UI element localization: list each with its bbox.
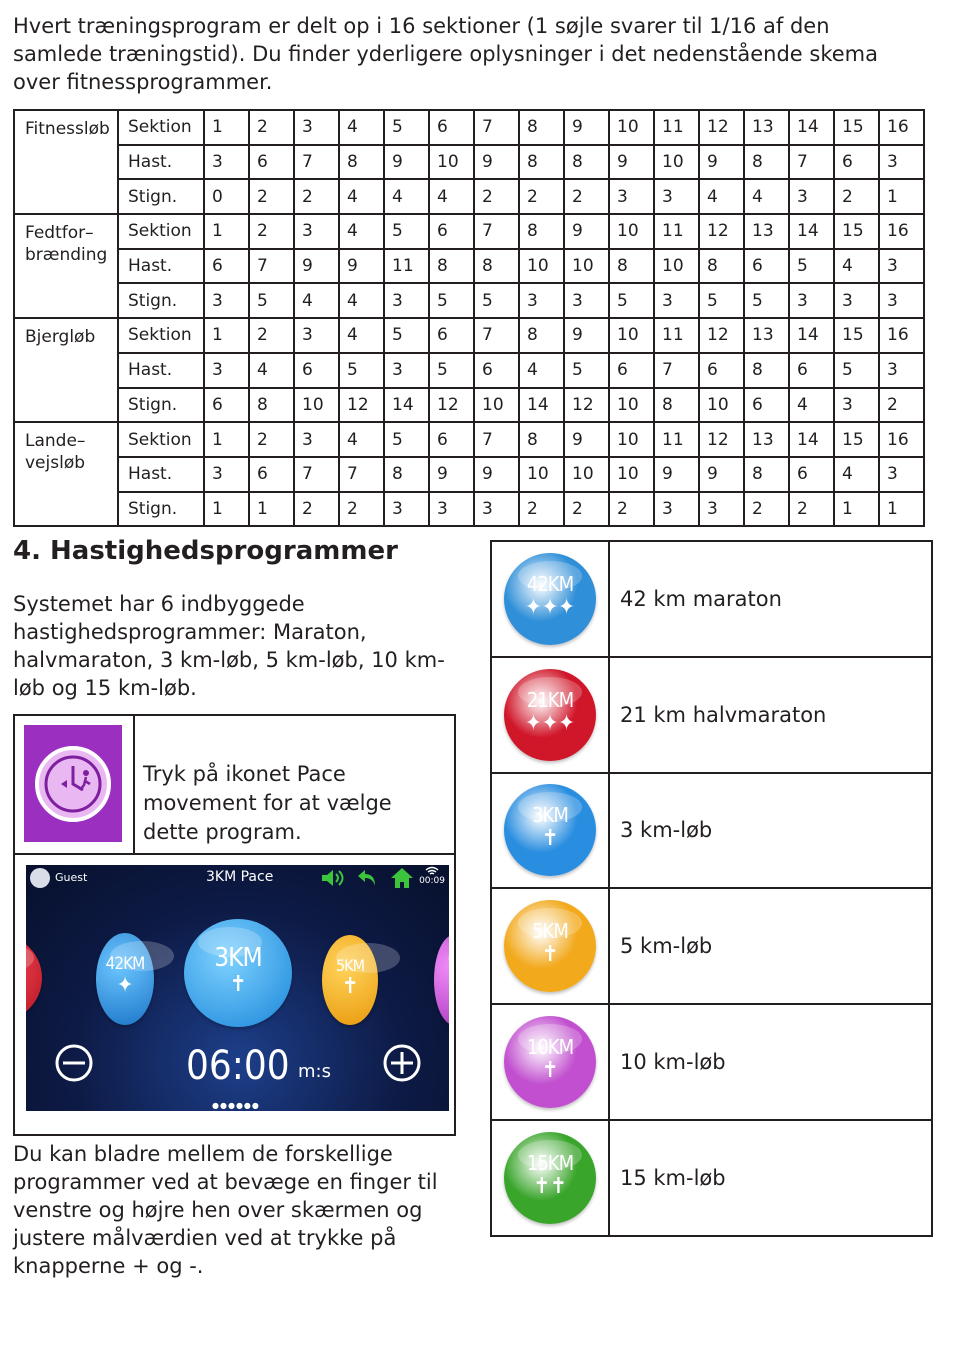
table-cell: 4: [339, 179, 384, 214]
table-cell: 12: [564, 388, 609, 423]
table-cell: 11: [654, 214, 699, 249]
table-cell: 7: [294, 145, 339, 180]
table-cell: 13: [744, 422, 789, 457]
program-label: 42 km maraton: [609, 541, 932, 657]
table-cell: 5: [834, 353, 879, 388]
program-name: Fedtfor– brænding: [14, 214, 118, 318]
table-cell: 8: [519, 318, 564, 353]
table-cell: 3: [879, 249, 924, 284]
runners-group-icon: ✦✦✦: [525, 710, 575, 736]
program-label: 21 km halvmaraton: [609, 657, 932, 773]
table-row: [14, 283, 924, 318]
table-cell: 3: [384, 353, 429, 388]
row-label: Hast.: [118, 457, 204, 492]
table-cell: 4: [249, 353, 294, 388]
table-cell: 12: [339, 388, 384, 423]
program-ball-42km[interactable]: 42KM ✦: [96, 933, 154, 1025]
target-time: 06:00: [186, 1043, 290, 1089]
table-cell: 6: [609, 353, 654, 388]
program-badge[interactable]: [504, 784, 596, 876]
intro-paragraph: Hvert træningsprogram er delt op i 16 sektioner (1 søjle svarer til 1/16 af den samlede træningstid). Du finder yderligere oplysninger i det nedenstående skema over fitnessprogrammer.: [13, 14, 878, 94]
table-cell: 4: [339, 214, 384, 249]
table-cell: 6: [429, 110, 474, 145]
table-cell: 5: [609, 283, 654, 318]
table-cell: 12: [699, 422, 744, 457]
table-cell: 3: [789, 283, 834, 318]
row-label: Stign.: [118, 179, 204, 214]
table-cell: 6: [204, 388, 249, 423]
runner-icon: ✝: [229, 972, 247, 997]
table-cell: 10: [609, 457, 654, 492]
table-cell: 2: [519, 492, 564, 527]
table-cell: 10: [564, 249, 609, 284]
table-cell: 2: [834, 179, 879, 214]
table-cell: 14: [789, 422, 834, 457]
speed-programs-intro: Systemet har 6 indbyggede hastighedsprogrammer: Maraton, halvmaraton, 3 km-løb, 5 km-løb, 10 km-løb og 15 km-løb.: [13, 592, 445, 700]
runner-icon: ✝: [341, 973, 359, 999]
table-cell: 10: [474, 388, 519, 423]
program-name: Bjergløb: [14, 318, 118, 422]
table-cell: 10: [654, 145, 699, 180]
table-row: [14, 179, 924, 214]
program-badge[interactable]: [504, 1016, 596, 1108]
badge-text: 21KM: [526, 687, 574, 712]
program-label: 5 km-løb: [609, 888, 932, 1004]
table-cell: 1: [879, 492, 924, 527]
pace-movement-icon[interactable]: [24, 725, 122, 842]
table-cell: 10: [609, 318, 654, 353]
table-cell: 8: [609, 249, 654, 284]
table-cell: 4: [384, 179, 429, 214]
table-cell: 9: [654, 457, 699, 492]
table-row: [14, 353, 924, 388]
table-cell: 9: [609, 145, 654, 180]
table-cell: 2: [294, 179, 339, 214]
pace-instruction: Tryk på ikonet Pace movement for at vælge dette program.: [143, 762, 392, 844]
table-cell: 13: [744, 110, 789, 145]
plus-button[interactable]: [382, 1043, 422, 1083]
table-cell: 1: [204, 110, 249, 145]
table-cell: 7: [474, 318, 519, 353]
table-cell: 10: [609, 422, 654, 457]
table-cell: 14: [789, 214, 834, 249]
table-cell: 3: [654, 179, 699, 214]
table-cell: 5: [249, 283, 294, 318]
table-cell: 4: [519, 353, 564, 388]
table-cell: 4: [744, 179, 789, 214]
table-cell: 8: [654, 388, 699, 423]
table-cell: 3: [474, 492, 519, 527]
table-cell: 8: [339, 145, 384, 180]
table-cell: 16: [879, 318, 924, 353]
program-ball-21km[interactable]: [26, 935, 42, 1021]
table-cell: 4: [429, 179, 474, 214]
table-cell: 9: [474, 457, 519, 492]
row-label: Hast.: [118, 353, 204, 388]
table-cell: 5: [429, 283, 474, 318]
table-cell: 14: [384, 388, 429, 423]
row-label: Stign.: [118, 283, 204, 318]
table-cell: 2: [609, 492, 654, 527]
table-cell: 7: [474, 214, 519, 249]
table-cell: 4: [789, 388, 834, 423]
program-icon-cell: [491, 1120, 609, 1236]
table-cell: 3: [429, 492, 474, 527]
table-row: [491, 657, 932, 773]
program-badge[interactable]: [504, 1132, 596, 1224]
table-cell: 6: [474, 353, 519, 388]
table-cell: 10: [654, 249, 699, 284]
table-cell: 6: [744, 249, 789, 284]
table-cell: 2: [249, 214, 294, 249]
table-cell: 6: [429, 214, 474, 249]
table-cell: 4: [699, 179, 744, 214]
program-icon-cell: [491, 657, 609, 773]
table-cell: 3: [609, 179, 654, 214]
table-cell: 6: [699, 353, 744, 388]
table-cell: 3: [204, 283, 249, 318]
table-row: [14, 214, 924, 249]
table-cell: 13: [744, 214, 789, 249]
table-cell: 6: [429, 318, 474, 353]
table-cell: 7: [474, 422, 519, 457]
program-icon-cell: [491, 541, 609, 657]
table-cell: 7: [249, 249, 294, 284]
table-row: [14, 422, 924, 457]
table-cell: 9: [699, 145, 744, 180]
table-cell: 7: [474, 110, 519, 145]
table-cell: 15: [834, 214, 879, 249]
table-cell: 3: [699, 492, 744, 527]
status-bar: [26, 865, 449, 891]
speed-programs-table: [490, 540, 933, 1237]
runner-icon: ✝: [541, 942, 559, 968]
table-cell: 3: [879, 283, 924, 318]
pace-movement-box: [13, 714, 456, 1136]
table-cell: 2: [879, 388, 924, 423]
row-label: Sektion: [118, 110, 204, 145]
program-name: Fitnessløb: [14, 110, 118, 214]
table-cell: 3: [654, 492, 699, 527]
runners-group-icon: ✦✦✦: [525, 594, 575, 620]
table-cell: 9: [294, 249, 339, 284]
table-row: [491, 773, 932, 889]
table-row: [491, 1004, 932, 1120]
time-unit: m:s: [298, 1061, 331, 1082]
table-cell: 4: [339, 318, 384, 353]
back-icon[interactable]: [356, 868, 378, 888]
row-label: Stign.: [118, 388, 204, 423]
table-cell: 15: [834, 422, 879, 457]
table-cell: 1: [834, 492, 879, 527]
minus-button[interactable]: [54, 1043, 94, 1083]
table-cell: 3: [879, 353, 924, 388]
table-cell: 8: [744, 353, 789, 388]
table-cell: 5: [429, 353, 474, 388]
table-cell: 4: [339, 422, 384, 457]
program-name: Lande– vejsløb: [14, 422, 118, 526]
table-cell: 3: [294, 422, 339, 457]
table-cell: 4: [339, 283, 384, 318]
table-cell: 5: [789, 249, 834, 284]
table-cell: 3: [519, 283, 564, 318]
table-cell: 10: [519, 457, 564, 492]
table-cell: 10: [699, 388, 744, 423]
program-ball-10km[interactable]: [434, 935, 449, 1025]
table-row: [14, 110, 924, 145]
table-cell: 12: [429, 388, 474, 423]
table-cell: 7: [789, 145, 834, 180]
table-cell: 14: [519, 388, 564, 423]
table-cell: 4: [834, 249, 879, 284]
table-cell: 3: [654, 283, 699, 318]
runner-icon: ✝: [541, 1058, 559, 1084]
table-cell: 8: [519, 110, 564, 145]
table-cell: 1: [249, 492, 294, 527]
table-cell: 9: [564, 214, 609, 249]
table-cell: 5: [384, 214, 429, 249]
program-badge[interactable]: [504, 669, 596, 761]
table-cell: 10: [609, 110, 654, 145]
table-cell: 12: [699, 214, 744, 249]
table-cell: 9: [564, 318, 609, 353]
table-cell: 6: [249, 145, 294, 180]
table-cell: 8: [429, 249, 474, 284]
table-cell: 5: [384, 318, 429, 353]
table-cell: 2: [519, 179, 564, 214]
table-cell: 1: [204, 214, 249, 249]
table-cell: 7: [294, 457, 339, 492]
program-ball-3km[interactable]: 3KM ✝: [184, 919, 292, 1027]
table-cell: 7: [654, 353, 699, 388]
table-cell: 1: [204, 492, 249, 527]
table-cell: 5: [744, 283, 789, 318]
table-cell: 8: [384, 457, 429, 492]
home-icon[interactable]: [390, 867, 414, 889]
swipe-instruction: Du kan bladre mellem de forskellige programmer ved at bevæge en finger til venstre og højre hen over skærmen og justere målværdien ved at trykke på knapperne + og -.: [13, 1142, 438, 1278]
program-label: 15 km-løb: [609, 1120, 932, 1236]
table-cell: 4: [339, 110, 384, 145]
badge-text: 15KM: [526, 1150, 574, 1175]
table-cell: 8: [564, 145, 609, 180]
table-cell: 3: [204, 353, 249, 388]
table-cell: 6: [789, 457, 834, 492]
badge-text: 10KM: [526, 1035, 574, 1060]
table-cell: 14: [789, 318, 834, 353]
program-ball-5km[interactable]: 5KM ✝: [322, 935, 378, 1025]
table-row: [14, 249, 924, 284]
table-cell: 12: [699, 110, 744, 145]
runners-group-icon: ✦: [116, 973, 134, 998]
clock: 00:09: [419, 876, 445, 886]
program-badge[interactable]: [504, 900, 596, 992]
table-cell: 3: [789, 179, 834, 214]
table-cell: 2: [294, 492, 339, 527]
table-row: [14, 145, 924, 180]
table-row: [491, 541, 932, 657]
badge-text: 3KM: [532, 803, 568, 828]
table-cell: 4: [834, 457, 879, 492]
table-cell: 14: [789, 110, 834, 145]
table-cell: 3: [204, 145, 249, 180]
badge-text: 5KM: [532, 919, 568, 944]
table-cell: 5: [339, 353, 384, 388]
avatar[interactable]: [30, 868, 50, 888]
table-cell: 13: [744, 318, 789, 353]
table-row: [14, 457, 924, 492]
table-cell: 4: [294, 283, 339, 318]
table-cell: 12: [699, 318, 744, 353]
table-cell: 5: [564, 353, 609, 388]
table-cell: 3: [294, 318, 339, 353]
user-name: Guest: [55, 871, 88, 884]
table-row: [491, 1120, 932, 1236]
table-cell: 10: [564, 457, 609, 492]
table-cell: 10: [609, 214, 654, 249]
table-cell: 6: [249, 457, 294, 492]
program-label: 3 km-løb: [609, 773, 932, 889]
table-cell: 3: [564, 283, 609, 318]
divider: [15, 853, 454, 855]
table-cell: 2: [339, 492, 384, 527]
table-cell: 11: [654, 422, 699, 457]
table-cell: 15: [834, 110, 879, 145]
table-cell: 3: [384, 283, 429, 318]
table-cell: 1: [204, 422, 249, 457]
table-cell: 8: [519, 422, 564, 457]
table-cell: 3: [294, 110, 339, 145]
table-cell: 0: [204, 179, 249, 214]
table-cell: 10: [609, 388, 654, 423]
table-cell: 9: [429, 457, 474, 492]
table-cell: 3: [834, 283, 879, 318]
volume-icon[interactable]: [320, 869, 346, 887]
table-cell: 10: [294, 388, 339, 423]
table-cell: 16: [879, 422, 924, 457]
table-row: [14, 388, 924, 423]
table-cell: 10: [429, 145, 474, 180]
table-cell: 9: [474, 145, 519, 180]
table-cell: 16: [879, 214, 924, 249]
row-label: Stign.: [118, 492, 204, 527]
table-cell: 1: [204, 318, 249, 353]
fitness-program-table: [13, 109, 925, 527]
table-cell: 5: [699, 283, 744, 318]
table-cell: 2: [564, 179, 609, 214]
table-cell: 6: [834, 145, 879, 180]
badge-text: 42KM: [526, 571, 574, 596]
table-cell: 3: [204, 457, 249, 492]
program-icon-cell: [491, 888, 609, 1004]
table-cell: 9: [339, 249, 384, 284]
table-cell: 5: [384, 422, 429, 457]
row-label: Sektion: [118, 422, 204, 457]
table-cell: 16: [879, 110, 924, 145]
table-cell: 8: [519, 214, 564, 249]
table-cell: 9: [564, 422, 609, 457]
table-cell: 2: [789, 492, 834, 527]
table-cell: 11: [654, 110, 699, 145]
program-label: 10 km-løb: [609, 1004, 932, 1120]
table-cell: 8: [249, 388, 294, 423]
table-cell: 2: [249, 422, 294, 457]
table-cell: 2: [474, 179, 519, 214]
table-cell: 8: [744, 457, 789, 492]
program-badge[interactable]: [504, 553, 596, 645]
table-cell: 8: [744, 145, 789, 180]
table-cell: 6: [204, 249, 249, 284]
table-cell: 11: [654, 318, 699, 353]
program-icon-cell: [491, 773, 609, 889]
table-cell: 6: [789, 353, 834, 388]
table-cell: 15: [834, 318, 879, 353]
table-cell: 3: [294, 214, 339, 249]
row-label: Hast.: [118, 249, 204, 284]
table-row: [491, 888, 932, 1004]
table-cell: 3: [834, 388, 879, 423]
table-cell: 8: [699, 249, 744, 284]
table-cell: 3: [879, 145, 924, 180]
table-cell: 2: [564, 492, 609, 527]
table-cell: 3: [879, 457, 924, 492]
pace-screen[interactable]: [26, 865, 449, 1111]
row-label: Sektion: [118, 318, 204, 353]
screen-title: 3KM Pace: [206, 869, 274, 885]
runners-pair-icon: ✝✝: [533, 1173, 567, 1199]
program-icon-cell: [491, 1004, 609, 1120]
table-cell: 11: [384, 249, 429, 284]
section-heading: 4. Hastighedsprogrammer: [13, 536, 398, 566]
divider: [133, 716, 135, 853]
table-cell: 7: [339, 457, 384, 492]
table-cell: 3: [384, 492, 429, 527]
wifi-icon: [425, 866, 439, 876]
table-row: [14, 492, 924, 527]
table-cell: 10: [519, 249, 564, 284]
table-cell: 2: [249, 179, 294, 214]
runner-icon: ✝: [541, 826, 559, 852]
table-cell: 6: [294, 353, 339, 388]
table-cell: 1: [879, 179, 924, 214]
table-cell: 8: [474, 249, 519, 284]
table-cell: 9: [384, 145, 429, 180]
table-cell: 6: [429, 422, 474, 457]
table-cell: 2: [249, 318, 294, 353]
table-cell: 9: [699, 457, 744, 492]
page-indicator: ●●●●●●: [212, 1101, 260, 1110]
table-cell: 8: [519, 145, 564, 180]
row-label: Hast.: [118, 145, 204, 180]
table-cell: 5: [384, 110, 429, 145]
table-row: [14, 318, 924, 353]
table-cell: 9: [564, 110, 609, 145]
row-label: Sektion: [118, 214, 204, 249]
table-cell: 2: [744, 492, 789, 527]
table-cell: 2: [249, 110, 294, 145]
table-cell: 6: [744, 388, 789, 423]
table-cell: 5: [474, 283, 519, 318]
